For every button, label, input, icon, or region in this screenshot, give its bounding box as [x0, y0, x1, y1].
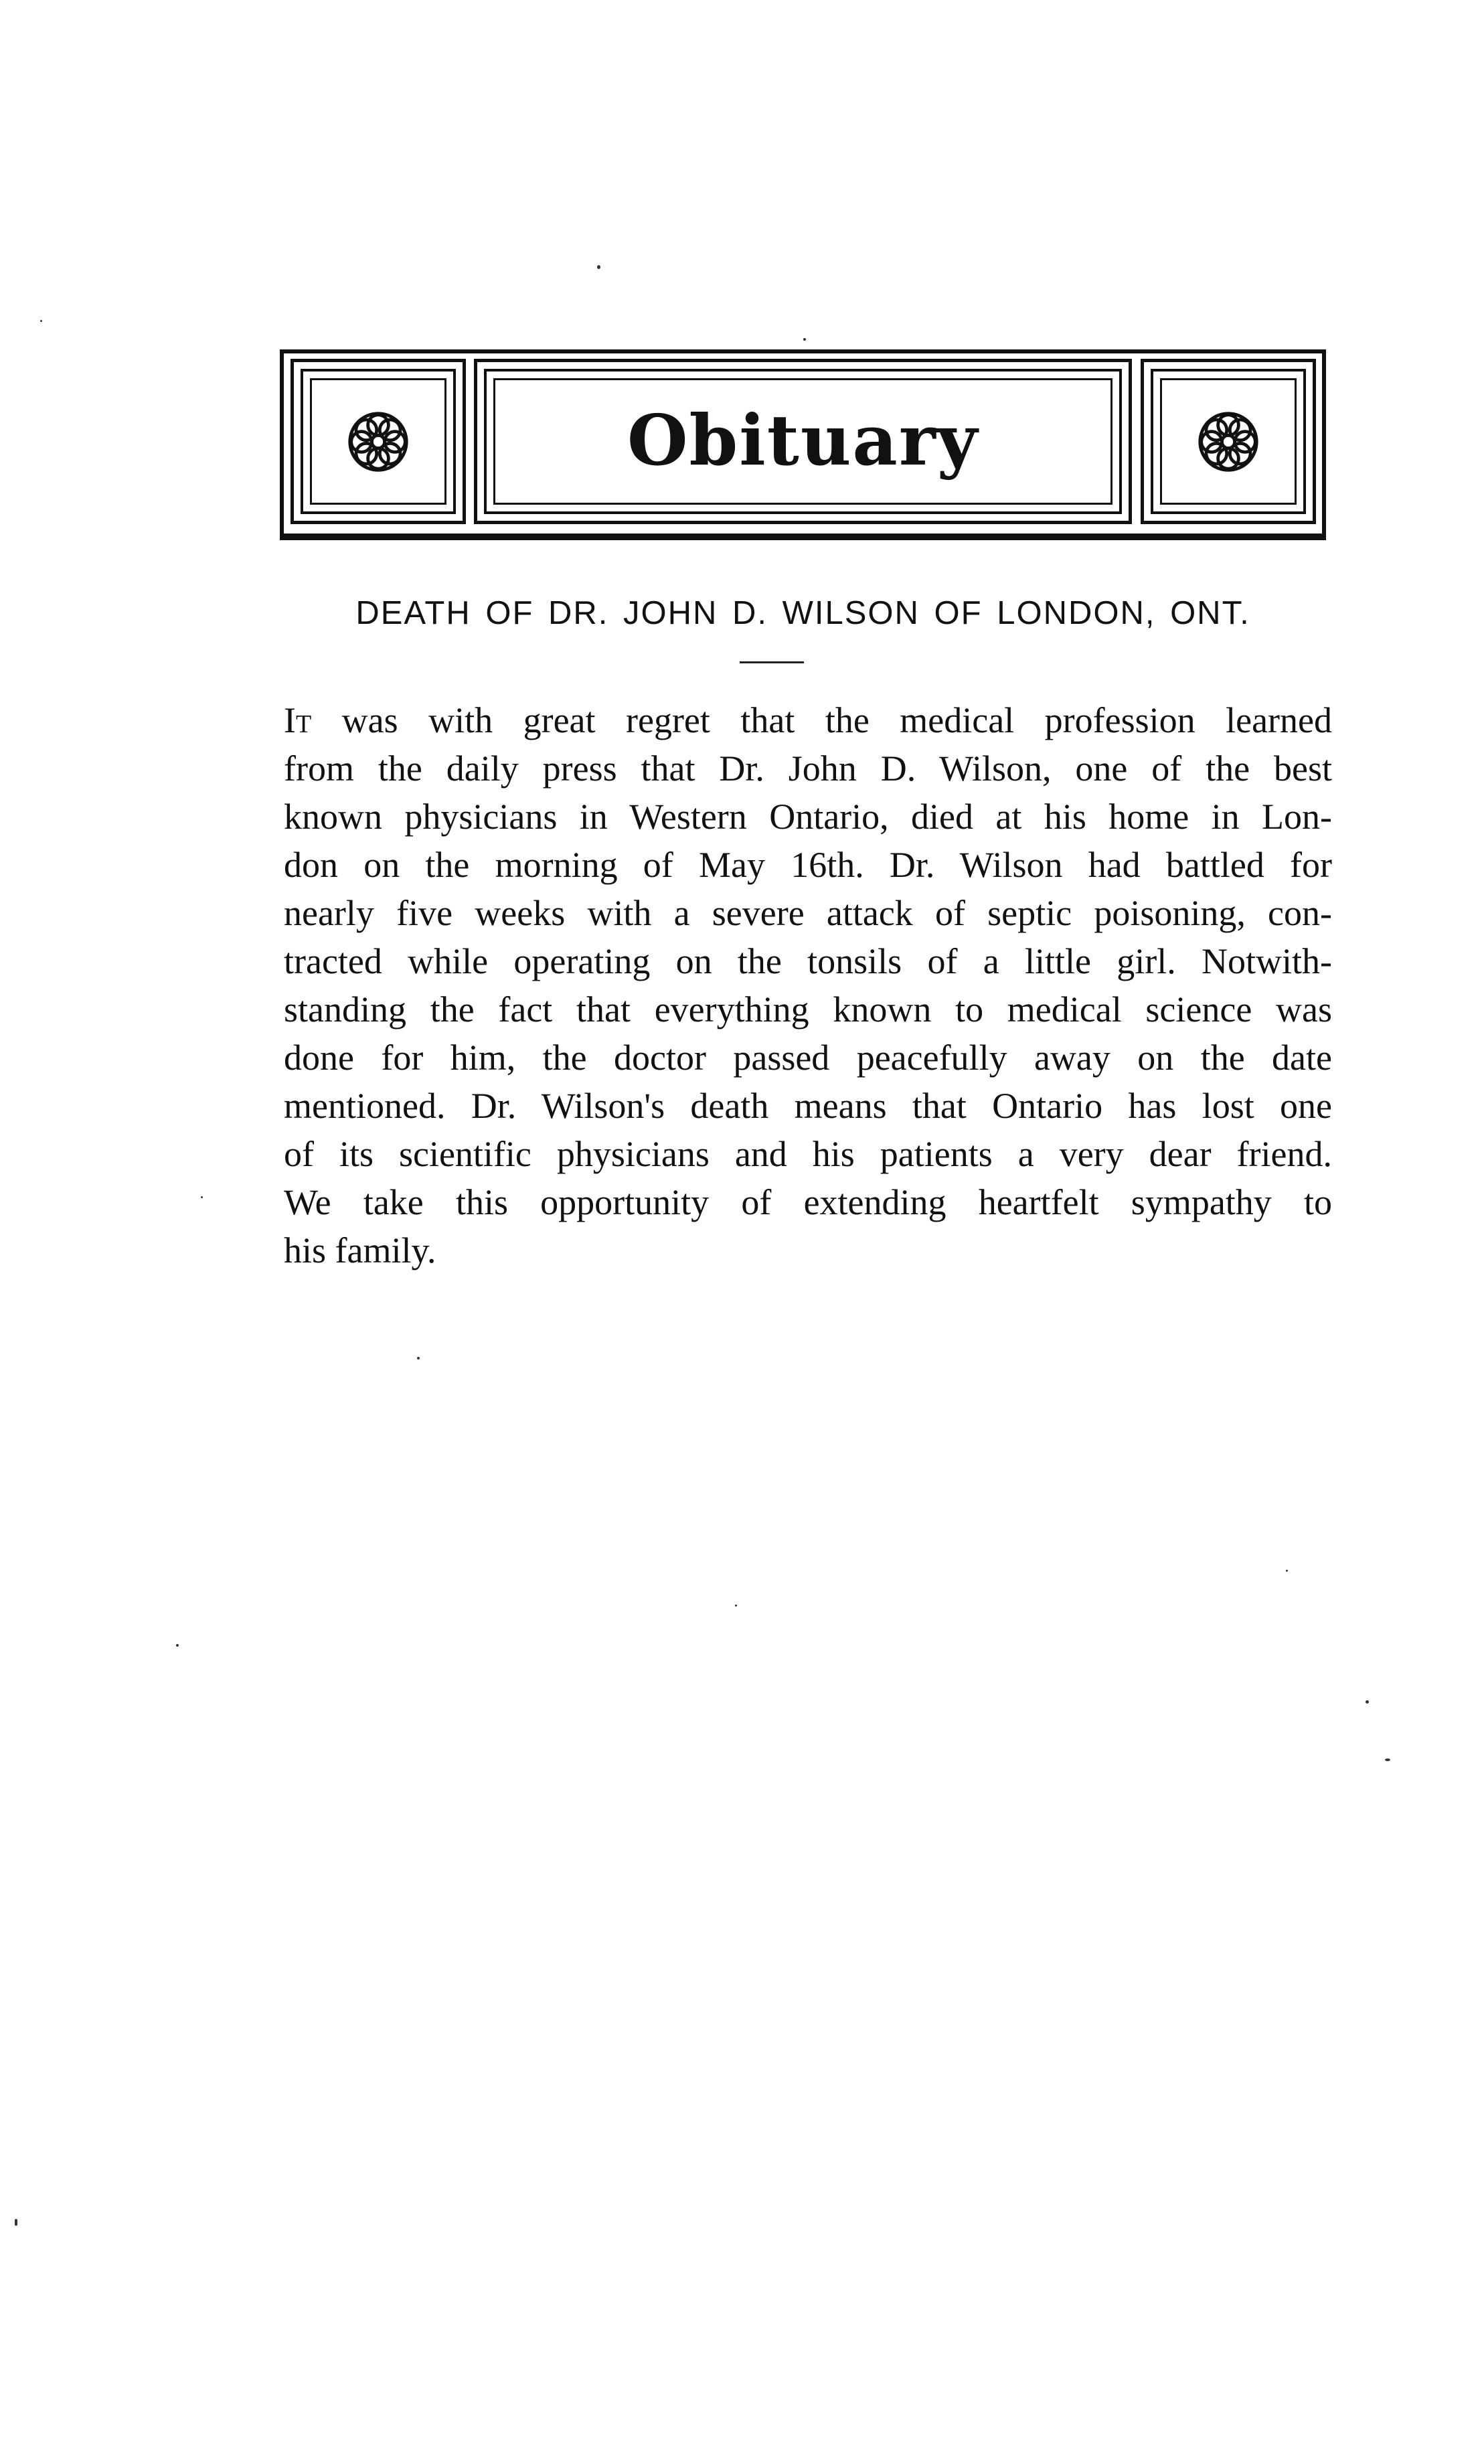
article-headline: DEATH OF DR. JOHN D. WILSON OF LONDON, ONT.: [355, 595, 1250, 631]
body-line: done for him, the doctor passed peacefully away on the date: [284, 1038, 1332, 1078]
scan-speck: [1366, 1700, 1369, 1704]
banner-right-panel: [1141, 359, 1316, 524]
rosette-icon: [346, 410, 410, 474]
body-line: standing the fact that everything known to medical science was: [284, 989, 1332, 1030]
article-body: [284, 696, 1332, 1275]
scan-speck: [417, 1357, 420, 1360]
rosette-icon: [1196, 410, 1260, 474]
scan-speck: [735, 1605, 737, 1607]
scan-speck: [1286, 1570, 1288, 1572]
scan-speck: [201, 1196, 203, 1198]
body-line: from the daily press that Dr. John D. Wilson, one of the best: [284, 748, 1332, 789]
body-line: We take this opportunity of extending heartfelt sympathy to: [284, 1182, 1332, 1222]
banner-title-panel: [474, 359, 1132, 524]
headline-divider: [740, 661, 804, 663]
body-line: don on the morning of May 16th. Dr. Wilson had battled for: [284, 845, 1332, 885]
body-line: known physicians in Western Ontario, died at his home in Lon-: [284, 797, 1332, 837]
scan-speck: [597, 265, 600, 269]
scan-speck: [40, 320, 42, 322]
scan-speck: [15, 2219, 17, 2226]
scan-speck: [803, 338, 806, 341]
lead-word: It: [284, 700, 312, 740]
body-line: his family.: [284, 1230, 436, 1270]
body-line: It was with great regret that the medical profession learned: [284, 700, 1332, 740]
body-line: of its scientific physicians and his patients a very dear friend.: [284, 1134, 1332, 1174]
body-line: nearly five weeks with a severe attack of septic poisoning, con-: [284, 893, 1332, 933]
scan-speck: [1385, 1758, 1390, 1761]
body-line: mentioned. Dr. Wilson's death means that Ontario has lost one: [284, 1086, 1332, 1126]
body-line: tracted while operating on the tonsils of a little girl. Notwith-: [284, 941, 1332, 981]
obituary-banner: [280, 349, 1326, 540]
banner-left-panel: [291, 359, 466, 524]
banner-title: Obituary: [627, 398, 979, 481]
scan-speck: [176, 1644, 179, 1647]
